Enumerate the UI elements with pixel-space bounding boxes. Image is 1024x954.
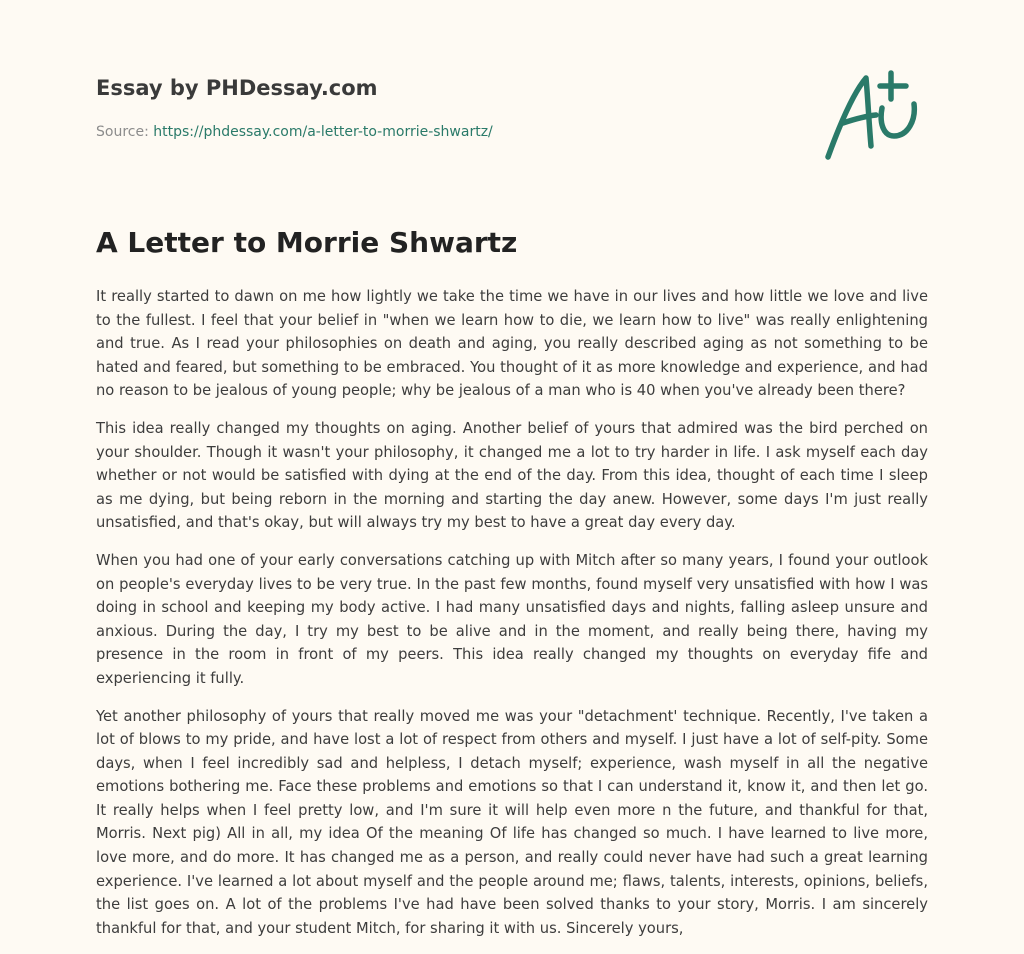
source-label: Source:: [96, 124, 149, 140]
essay-body: [96, 285, 928, 954]
essay-paragraph: It really started to dawn on me how lightly we take the time we have in our lives and how little we love and live to the fullest. I feel that your belief in "when we learn how to die, we learn how to live" was really enlightening and true. As I read your philosophies on death and aging, you really described aging as not something to be hated and feared, but something to be embraced. You thought of it as more knowledge and experience, and had no reason to be jealous of young people; why be jealous of a man who is 40 when you've already been there?: [96, 288, 928, 400]
essay-paragraph: When you had one of your early conversations catching up with Mitch after so many years, I found your outlook on people's everyday lives to be very true. In the past few months, found myself very unsatisfied with how I was doing in school and keeping my body active. I had many unsatisfied days and nights, falling asleep unsure and anxious. During the day, I try my best to be alive and in the moment, and really being there, having my presence in the room in front of my peers. This idea really changed my thoughts on everyday fife and experiencing it fully.: [96, 551, 928, 687]
essay-paragraph: Yet another philosophy of yours that really moved me was your "detachment' technique. Recently, I've taken a lot of blows to my pride, and have lost a lot of respect from others and myself. I just have a lot of self-pity. Some days, when I feel incredibly sad and helpless, I detach myself; experience, wash myself in all the negative emotions bothering me. Face these problems and emotions so that I can understand it, know it, and then let go. It really helps when I feel pretty low, and I'm sure it will help even more n the future, and thankful for that, Morris. Next pig) All in all, my idea Of the meaning Of life has changed so much. I have learned to live more, love more, and do more. It has changed me as a person, and really could never have had such a great learning experience. I've learned a lot about myself and the people around me; flaws, talents, interests, opinions, beliefs, the list goes on. A lot of the problems I've had have been solved thanks to your story, Morris. I am sincerely thankful for that, and your student Mitch, for sharing it with us. Sincerely yours,: [96, 707, 928, 937]
source-line: [96, 124, 493, 140]
essay-paragraph: This idea really changed my thoughts on aging. Another belief of yours that admired was the bird perched on your shoulder. Though it wasn't your philosophy, it changed me a lot to try harder in life. I ask myself each day whether or not would be satisfied with dying at the end of the day. From this idea, thought of each time I sleep as me dying, but being reborn in the morning and starting the day anew. However, some days I'm just really unsatisfied, and that's okay, but will always try my best to have a great day every day.: [96, 419, 928, 532]
essay-title: A Letter to Morrie Shwartz: [96, 226, 518, 259]
source-link[interactable]: https://phdessay.com/a-letter-to-morrie-shwartz/: [153, 124, 493, 140]
a-plus-grade-icon: [822, 66, 926, 164]
site-title: Essay by PHDessay.com: [96, 76, 378, 100]
